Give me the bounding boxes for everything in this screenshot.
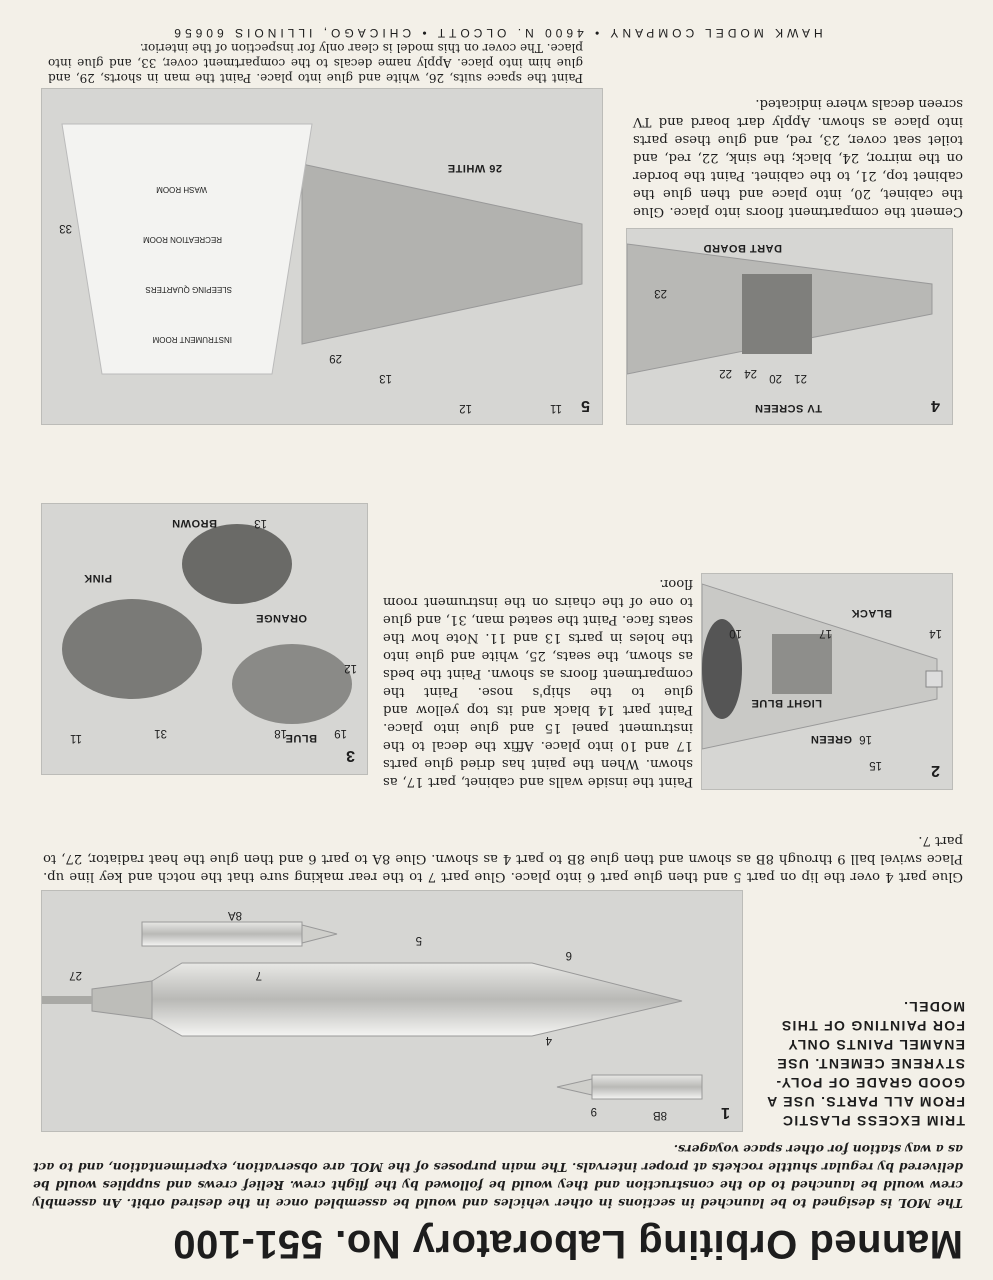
part-label: 8A bbox=[227, 909, 242, 921]
part-label: 4 bbox=[545, 1034, 552, 1046]
part-label: 33 bbox=[59, 222, 72, 234]
color-label: BROWN bbox=[171, 517, 217, 529]
part-label: 10 bbox=[729, 627, 742, 639]
part-label: 12 bbox=[459, 402, 472, 414]
color-label: ORANGE bbox=[255, 612, 307, 624]
color-label: BLUE bbox=[285, 732, 317, 744]
step5-photo bbox=[41, 88, 603, 425]
part-label: 11 bbox=[550, 402, 562, 414]
part-label: 23 bbox=[654, 287, 667, 299]
step2-number: 2 bbox=[931, 762, 940, 779]
part-label: 31 bbox=[154, 727, 167, 739]
part-label: 18 bbox=[274, 727, 287, 739]
intro-paragraph: The MOL is designed to be launched in sections in other vehicles and would be assembled once in the desired orbit. An assembly crew would be launched to do the construction and they would be followed by the flight crew. Relief crews and supplies would be delivered by regular shuttle rockets at proper intervals. The main purposes of the MOL are observation, experimentation, and to act as a way station for other space voyagers. bbox=[33, 1142, 963, 1211]
step3-number: 3 bbox=[346, 747, 355, 764]
color-label: PINK bbox=[83, 572, 112, 584]
step4-instructions: Cement the compartment floors into place. Glue the cabinet, 20, into place and then glue the cabinet top, 21, to the cabinet. Paint the border on the mirror, 24, black; the sink, 22, red, and toilet seat cover, 23, red, and glue these parts into place as shown. Apply dart board and TV screen decals where indicated. bbox=[633, 96, 963, 219]
step4-drawing bbox=[627, 229, 952, 424]
part-label: 29 bbox=[329, 352, 342, 364]
part-label: 11 bbox=[70, 732, 82, 744]
step2-drawing bbox=[702, 574, 952, 789]
part-label: 6 bbox=[565, 949, 572, 961]
step1-number: 1 bbox=[721, 1104, 730, 1121]
step23-instructions: Paint the inside walls and cabinet, part 17, as shown. When the paint has dried glue parts 17 and 10 into place. Affix the decal to the instrument panel 15 and glue into place. Paint part 14 black and its top yellow and glue to the ship's nose. Paint the compartment floors as shown. Paint the beds as shown, the seats, 25, white and glue into the holes in parts 13 and 11. Note how the seats face. Paint the seated man, 31, and glue to one of the chairs on the instrument room floor. bbox=[383, 576, 693, 789]
step1-instructions: Glue part 4 over the lip on part 5 and then glue part 6 into place. Glue part 7 to the rear making sure that the notch and key line up. Place swivel ball 9 through 8B as shown and then glue 8B to part 4 as shown. Glue 8A to part 6 and then glue the heat radiator, 27, to part 7. bbox=[43, 833, 963, 884]
part-label: 22 bbox=[719, 367, 732, 379]
cover-label: SLEEPING QUARTERS bbox=[145, 285, 232, 294]
part-label: 13 bbox=[254, 517, 267, 529]
step3-drawing bbox=[42, 504, 367, 774]
footer-address: HAWK MODEL COMPANY • 4600 N. OLCOTT • CHICAGO, ILLINOIS 60656 bbox=[170, 26, 823, 40]
step4-number: 4 bbox=[931, 397, 940, 414]
color-label: GREEN bbox=[810, 733, 852, 745]
page-title: Manned Orbiting Laboratory No. 551-100 bbox=[172, 1222, 963, 1266]
step1-drawing bbox=[42, 891, 742, 1131]
part-label: 24 bbox=[744, 367, 757, 379]
part-8a-shape bbox=[142, 922, 302, 946]
part-label: 12 bbox=[344, 662, 357, 674]
step5-number: 5 bbox=[581, 397, 590, 414]
part-label: 17 bbox=[819, 627, 832, 639]
part-label: 9 bbox=[590, 1105, 597, 1117]
decal-label: TV SCREEN bbox=[754, 402, 822, 414]
part-label: 15 bbox=[869, 759, 882, 771]
color-label: 26 WHITE bbox=[447, 162, 502, 174]
color-label: BLACK bbox=[851, 607, 892, 619]
decal-label: DART BOARD bbox=[703, 242, 782, 254]
cover-label: WASH ROOM bbox=[156, 185, 207, 194]
step2-photo bbox=[701, 573, 953, 790]
part-8b-shape bbox=[592, 1075, 702, 1099]
part-label: 21 bbox=[794, 372, 807, 384]
part-label: 7 bbox=[255, 969, 262, 981]
cover-label: INSTRUMENT ROOM bbox=[152, 335, 232, 344]
cover-label: RECREATION ROOM bbox=[143, 235, 222, 244]
part-label: 5 bbox=[415, 934, 422, 946]
station-body-shape bbox=[152, 963, 682, 1036]
part-label: 8B bbox=[652, 1109, 667, 1121]
step3-photo bbox=[41, 503, 368, 775]
step5-drawing bbox=[42, 89, 602, 424]
part-label: 16 bbox=[859, 733, 872, 745]
part-label: 13 bbox=[379, 372, 392, 384]
step1-photo bbox=[41, 890, 743, 1132]
step5-instructions: Paint the space suits, 26, white and glue into place. Paint the man in shorts, 29, and glue him into place. Apply name decals to the compartment cover, 33, and glue into place. The cover on this model is clear only for inspection of the interior. bbox=[48, 41, 583, 85]
trim-instructions: TRIM EXCESS PLASTIC FROM ALL PARTS. USE A GOOD GRADE OF POLY-STYRENE CEMENT. USE ENAMEL PAINTS ONLY FOR PAINTING OF THIS MODEL. bbox=[766, 999, 965, 1129]
part-label: 19 bbox=[334, 727, 347, 739]
part-label: 20 bbox=[769, 372, 782, 384]
part-label: 27 bbox=[69, 969, 82, 981]
part-label: 14 bbox=[929, 627, 942, 639]
color-label: LIGHT BLUE bbox=[751, 697, 822, 709]
step4-photo bbox=[626, 228, 953, 425]
